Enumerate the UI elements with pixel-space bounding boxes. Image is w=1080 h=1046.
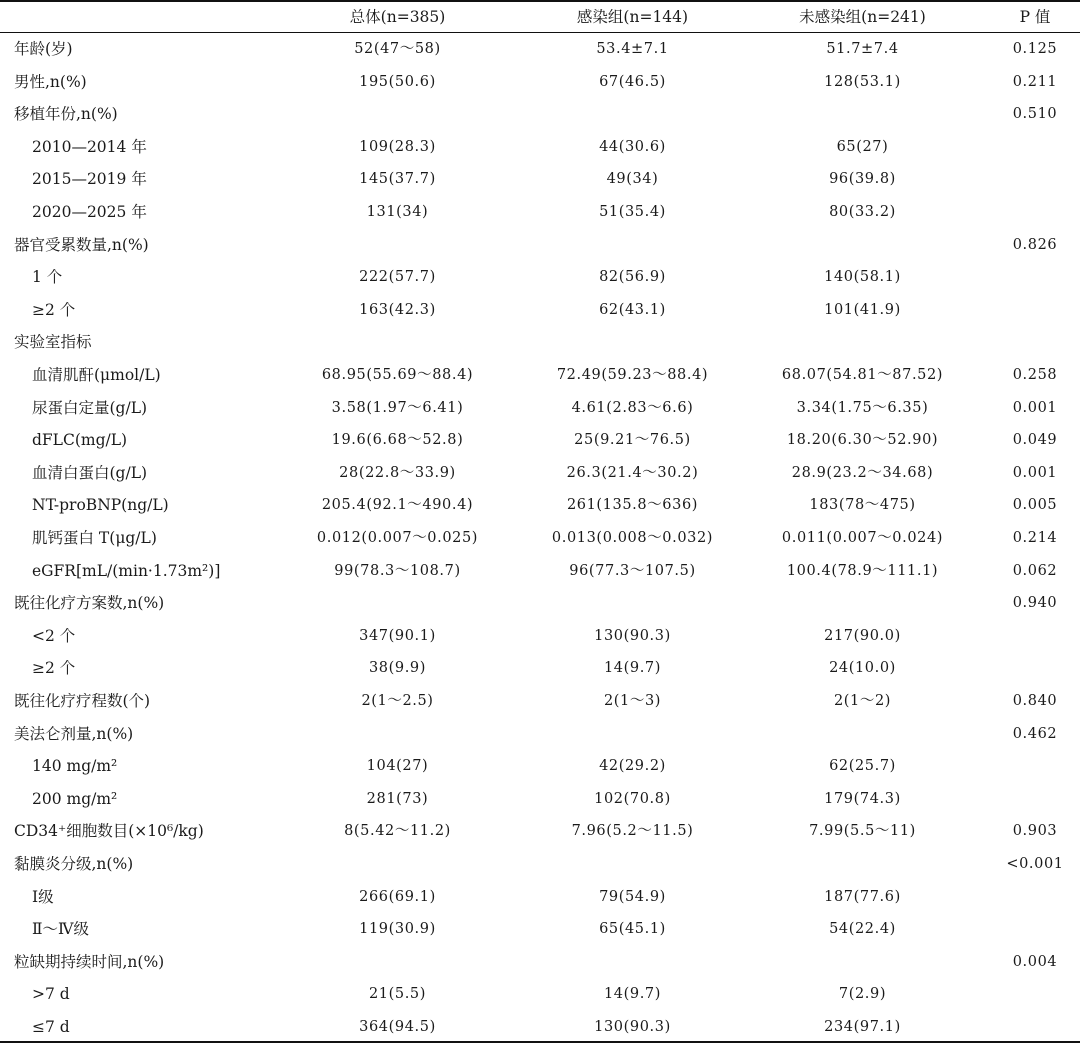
value-p [985, 326, 1080, 359]
table-row [0, 783, 1080, 816]
value-total [270, 229, 525, 262]
row-label: 黏膜炎分级,n(%) [14, 855, 134, 873]
value-total: 21(5.5) [368, 986, 427, 1003]
value-uninfected: 217(90.0) [824, 627, 901, 644]
value-uninfected: 179(74.3) [824, 790, 901, 807]
value-p: 0.005 [1012, 497, 1058, 514]
table-row [0, 66, 1080, 99]
value-uninfected: 7(2.9) [838, 986, 887, 1003]
value-total: 19.6(6.68～52.8) [331, 432, 464, 449]
value-total [270, 98, 525, 131]
value-p: 0.826 [1012, 236, 1058, 253]
row-label: CD34⁺细胞数目(×10⁶/kg) [14, 822, 204, 841]
row-label: <2 个 [32, 626, 76, 645]
table-row [0, 946, 1080, 979]
table-row [0, 294, 1080, 327]
value-p: 0.211 [1012, 73, 1058, 90]
row-label: Ⅰ级 [32, 887, 54, 906]
table-row [0, 457, 1080, 490]
value-total: 38(9.9) [368, 660, 427, 677]
value-uninfected [735, 718, 990, 751]
value-infected [505, 946, 760, 979]
table-row [0, 913, 1080, 946]
value-total: 266(69.1) [359, 888, 436, 905]
row-label: 男性,n(%) [14, 72, 87, 91]
value-total: 99(78.3～108.7) [334, 562, 461, 579]
value-infected [505, 587, 760, 620]
header-total: 总体(n=385) [349, 8, 446, 26]
header-infected: 感染组(n=144) [576, 8, 689, 26]
table-row [0, 587, 1080, 620]
value-total [270, 946, 525, 979]
value-total: 3.58(1.97～6.41) [331, 399, 464, 416]
value-p: 0.840 [1012, 693, 1058, 709]
table-row [0, 163, 1080, 196]
value-total: 347(90.1) [359, 627, 436, 644]
value-infected: 96(77.3～107.5) [569, 562, 696, 579]
value-infected: 4.61(2.83～6.6) [571, 399, 694, 416]
value-infected [505, 326, 760, 359]
value-uninfected [735, 98, 990, 131]
value-infected [505, 98, 760, 131]
row-label: ≥2 个 [32, 300, 76, 319]
value-p: 0.258 [1012, 367, 1058, 383]
table-row [0, 555, 1080, 588]
row-label: 美法仑剂量,n(%) [14, 724, 134, 743]
table-row [0, 848, 1080, 881]
value-uninfected: 0.011(0.007～0.024) [781, 530, 944, 546]
row-label: 血清肌酐(μmol/L) [32, 366, 161, 384]
value-uninfected: 101(41.9) [824, 301, 901, 318]
table-row [0, 815, 1080, 848]
value-total: 0.012(0.007～0.025) [316, 530, 479, 546]
row-label: 200 mg/m² [32, 789, 118, 808]
value-uninfected: 68.07(54.81～87.52) [781, 367, 944, 383]
value-infected: 0.013(0.008～0.032) [551, 530, 714, 546]
value-p [985, 750, 1080, 783]
table-row [0, 359, 1080, 392]
value-uninfected: 234(97.1) [824, 1019, 901, 1035]
value-infected: 7.96(5.2～11.5) [571, 823, 694, 840]
row-label: 既往化疗方案数,n(%) [14, 594, 165, 613]
table-row [0, 326, 1080, 359]
value-total: 163(42.3) [359, 301, 436, 318]
value-uninfected: 187(77.6) [824, 888, 901, 905]
value-p [985, 1011, 1080, 1044]
value-total: 119(30.9) [359, 921, 436, 938]
value-infected: 44(30.6) [599, 138, 666, 155]
value-infected: 62(43.1) [599, 301, 666, 318]
value-infected: 51(35.4) [599, 204, 666, 220]
row-label: 2010—2014 年 [32, 137, 147, 156]
row-label: 2020—2025 年 [32, 203, 147, 221]
value-p [985, 620, 1080, 653]
table-row [0, 685, 1080, 718]
value-total: 364(94.5) [359, 1019, 436, 1035]
value-infected: 130(90.3) [594, 1019, 671, 1035]
value-total: 195(50.6) [359, 73, 436, 90]
table-header-row [0, 1, 1080, 34]
value-p [985, 294, 1080, 327]
value-uninfected: 7.99(5.5～11) [809, 823, 916, 840]
value-total [270, 848, 525, 881]
value-uninfected: 96(39.8) [829, 171, 896, 188]
table-row [0, 652, 1080, 685]
table-row [0, 392, 1080, 425]
value-p: 0.001 [1012, 464, 1058, 481]
value-p: 0.004 [1012, 953, 1058, 970]
row-label: eGFR[mL/(min·1.73m²)] [32, 561, 221, 580]
value-p: 0.125 [1012, 41, 1058, 57]
value-uninfected: 3.34(1.75～6.35) [796, 399, 929, 416]
value-total: 52(47～58) [354, 41, 441, 57]
row-label: 移植年份,n(%) [14, 105, 118, 124]
value-uninfected: 62(25.7) [829, 758, 896, 775]
value-infected [505, 718, 760, 751]
value-infected: 26.3(21.4～30.2) [566, 464, 699, 481]
value-total: 131(34) [366, 204, 429, 220]
row-label: 实验室指标 [14, 333, 92, 352]
row-label: 器官受累数量,n(%) [14, 235, 149, 254]
value-total [270, 587, 525, 620]
value-p: 0.214 [1012, 530, 1058, 546]
value-infected: 79(54.9) [599, 888, 666, 905]
value-p: 0.940 [1012, 595, 1058, 612]
value-p: 0.049 [1012, 432, 1058, 449]
value-infected: 42(29.2) [599, 758, 666, 775]
table-row [0, 196, 1080, 229]
value-p: <0.001 [1006, 856, 1064, 872]
value-uninfected: 2(1～2) [833, 693, 892, 709]
value-infected: 14(9.7) [603, 986, 662, 1003]
value-uninfected [735, 326, 990, 359]
value-uninfected: 65(27) [836, 138, 889, 155]
value-infected: 53.4±7.1 [596, 41, 669, 57]
table-row [0, 98, 1080, 131]
row-label: 1 个 [32, 268, 63, 287]
value-p [985, 978, 1080, 1011]
value-infected: 2(1～3) [603, 693, 662, 709]
table-row [0, 718, 1080, 751]
value-total [270, 718, 525, 751]
value-total: 68.95(55.69～88.4) [321, 367, 474, 383]
value-infected: 72.49(59.23～88.4) [556, 367, 709, 383]
value-p [985, 261, 1080, 294]
row-label: 既往化疗疗程数(个) [14, 692, 151, 710]
table-row [0, 261, 1080, 294]
value-infected: 67(46.5) [599, 73, 666, 90]
table-bottom-rule [0, 1041, 1080, 1043]
value-infected: 14(9.7) [603, 660, 662, 677]
table-row [0, 131, 1080, 164]
value-infected: 25(9.21～76.5) [574, 432, 691, 449]
value-infected: 65(45.1) [599, 921, 666, 938]
table-row [0, 522, 1080, 555]
value-infected: 130(90.3) [594, 627, 671, 644]
table-row [0, 620, 1080, 653]
header-uninfected: 未感染组(n=241) [799, 8, 926, 26]
value-uninfected [735, 946, 990, 979]
table-row [0, 424, 1080, 457]
value-uninfected: 128(53.1) [824, 73, 901, 90]
value-total: 222(57.7) [359, 269, 436, 286]
value-infected: 82(56.9) [599, 269, 666, 286]
value-total: 281(73) [366, 790, 429, 807]
row-label: 年龄(岁) [14, 40, 73, 58]
table-row [0, 33, 1080, 66]
value-infected: 261(135.8～636) [566, 497, 699, 514]
value-uninfected: 18.20(6.30～52.90) [786, 432, 939, 449]
value-p [985, 131, 1080, 164]
value-uninfected: 80(33.2) [829, 204, 896, 220]
value-total [270, 326, 525, 359]
header-p-value: P 值 [1019, 8, 1051, 26]
table-row [0, 489, 1080, 522]
value-p: 0.510 [1012, 106, 1058, 123]
value-p [985, 163, 1080, 196]
value-total: 28(22.8～33.9) [339, 464, 456, 481]
row-label: 粒缺期持续时间,n(%) [14, 952, 165, 971]
value-uninfected [735, 587, 990, 620]
row-label: 肌钙蛋白 T(μg/L) [32, 529, 157, 547]
value-p: 0.001 [1012, 399, 1058, 416]
value-total: 104(27) [366, 758, 429, 775]
row-label: 尿蛋白定量(g/L) [32, 398, 148, 417]
value-total: 8(5.42～11.2) [344, 823, 451, 840]
value-total: 2(1～2.5) [361, 693, 434, 709]
value-infected [505, 848, 760, 881]
value-p [985, 652, 1080, 685]
value-uninfected [735, 229, 990, 262]
value-p [985, 783, 1080, 816]
value-p: 0.903 [1012, 823, 1058, 840]
value-uninfected: 24(10.0) [829, 660, 896, 677]
table-row [0, 750, 1080, 783]
row-label: >7 d [32, 985, 70, 1004]
value-infected: 102(70.8) [594, 790, 671, 807]
value-p [985, 196, 1080, 229]
table-row [0, 1011, 1080, 1044]
value-infected: 49(34) [606, 171, 659, 188]
value-uninfected: 54(22.4) [829, 921, 896, 938]
value-total: 145(37.7) [359, 171, 436, 188]
value-p: 0.062 [1012, 562, 1058, 579]
table-row [0, 229, 1080, 262]
row-label: 血清白蛋白(g/L) [32, 463, 148, 482]
value-total: 109(28.3) [359, 138, 436, 155]
value-uninfected: 28.9(23.2～34.68) [791, 464, 934, 481]
row-label: ≥2 个 [32, 659, 76, 678]
value-uninfected: 51.7±7.4 [826, 41, 899, 57]
value-uninfected: 100.4(78.9～111.1) [786, 562, 939, 579]
value-p: 0.462 [1012, 725, 1058, 742]
row-label: 140 mg/m² [32, 757, 118, 776]
row-label: dFLC(mg/L) [32, 431, 128, 450]
row-label: NT-proBNP(ng/L) [32, 496, 169, 515]
table-row [0, 978, 1080, 1011]
value-infected [505, 229, 760, 262]
value-p [985, 881, 1080, 914]
row-label: Ⅱ～Ⅳ级 [32, 920, 90, 939]
row-label: ≤7 d [32, 1018, 70, 1036]
row-label: 2015—2019 年 [32, 170, 147, 189]
table-row [0, 881, 1080, 914]
value-p [985, 913, 1080, 946]
value-uninfected [735, 848, 990, 881]
value-total: 205.4(92.1～490.4) [321, 497, 474, 514]
value-uninfected: 183(78～475) [809, 497, 916, 514]
value-uninfected: 140(58.1) [824, 269, 901, 286]
